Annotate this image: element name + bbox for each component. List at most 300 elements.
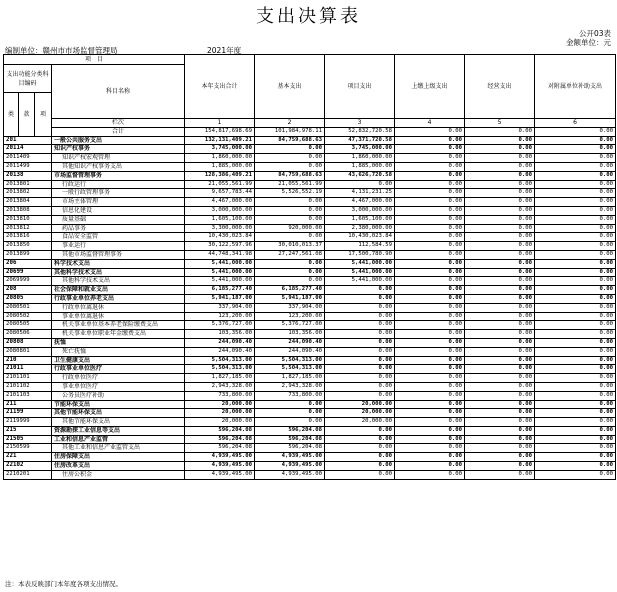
- row-value-3: 0.00: [325, 303, 395, 312]
- row-value-4: 0.00: [395, 391, 465, 400]
- row-code: 2013816: [4, 233, 52, 242]
- row-value-3: 0.00: [325, 426, 395, 435]
- row-value-2: 0.00: [255, 162, 325, 171]
- table-row: [4, 198, 616, 207]
- row-value-6: 0.00: [535, 162, 616, 171]
- row-value-1: 1,827,185.00: [185, 374, 255, 383]
- row-name: 社会保障和就业支出: [52, 286, 185, 295]
- row-value-5: 0.00: [465, 136, 535, 145]
- row-value-6: 0.00: [535, 347, 616, 356]
- row-value-6: 0.00: [535, 198, 616, 207]
- row-name: 其他科学技术支出: [52, 268, 185, 277]
- row-code: 21505: [4, 435, 52, 444]
- row-name: 行政运行: [52, 180, 185, 189]
- row-value-4: 0.00: [395, 435, 465, 444]
- row-value-6: 0.00: [535, 242, 616, 251]
- row-value-2: 0.00: [255, 277, 325, 286]
- header-cat: 类: [4, 93, 19, 137]
- table-row: [4, 321, 616, 330]
- row-value-5: 0.00: [465, 189, 535, 198]
- row-value-2: 244,090.40: [255, 338, 325, 347]
- row-value-1: 244,090.40: [185, 338, 255, 347]
- total-value-1: 154,817,698.69: [185, 127, 255, 136]
- header-col-3: 项目支出: [325, 55, 395, 119]
- expenditure-table: [3, 54, 616, 480]
- row-value-5: 0.00: [465, 171, 535, 180]
- row-value-5: 0.00: [465, 277, 535, 286]
- row-value-5: 0.00: [465, 294, 535, 303]
- table-row: [4, 444, 616, 453]
- row-value-5: 0.00: [465, 321, 535, 330]
- row-value-6: 0.00: [535, 224, 616, 233]
- row-value-3: 0.00: [325, 391, 395, 400]
- row-code: 201: [4, 136, 52, 145]
- row-value-5: 0.00: [465, 356, 535, 365]
- row-value-3: 0.00: [325, 382, 395, 391]
- row-value-3: 0.00: [325, 312, 395, 321]
- row-value-5: 0.00: [465, 268, 535, 277]
- table-row: [4, 145, 616, 154]
- row-value-2: 5,504,313.00: [255, 356, 325, 365]
- row-code: 2101101: [4, 374, 52, 383]
- row-value-4: 0.00: [395, 242, 465, 251]
- row-value-4: 0.00: [395, 171, 465, 180]
- header-col-2: 基本支出: [255, 55, 325, 119]
- row-value-5: 0.00: [465, 462, 535, 471]
- row-value-2: 0.00: [255, 215, 325, 224]
- table-row: [4, 268, 616, 277]
- total-label: 合计: [52, 127, 185, 136]
- row-value-6: 0.00: [535, 356, 616, 365]
- row-code: 208: [4, 286, 52, 295]
- organization-label: 编制单位：赣州市市场监督管理局: [5, 46, 118, 55]
- table-row: [4, 215, 616, 224]
- row-value-6: 0.00: [535, 391, 616, 400]
- row-value-4: 0.00: [395, 312, 465, 321]
- row-value-5: 0.00: [465, 233, 535, 242]
- row-value-3: 5,441,000.00: [325, 259, 395, 268]
- row-value-4: 0.00: [395, 338, 465, 347]
- row-value-5: 0.00: [465, 330, 535, 339]
- header-col-6: 对附属单位补助支出: [535, 55, 616, 119]
- row-code: 210: [4, 356, 52, 365]
- row-value-6: 0.00: [535, 312, 616, 321]
- col-num-6: 6: [535, 119, 616, 128]
- row-name: 市场监督管理事务: [52, 171, 185, 180]
- table-row: [4, 259, 616, 268]
- col-num-1: 1: [185, 119, 255, 128]
- row-value-6: 0.00: [535, 268, 616, 277]
- row-value-4: 0.00: [395, 233, 465, 242]
- row-value-2: 5,504,313.00: [255, 365, 325, 374]
- row-value-2: 103,356.00: [255, 330, 325, 339]
- row-name: 一般行政管理事务: [52, 189, 185, 198]
- row-value-1: 596,204.08: [185, 435, 255, 444]
- row-value-1: 2,943,328.00: [185, 382, 255, 391]
- row-code: 206: [4, 259, 52, 268]
- row-value-6: 0.00: [535, 286, 616, 295]
- row-value-5: 0.00: [465, 444, 535, 453]
- table-row: [4, 453, 616, 462]
- row-value-4: 0.00: [395, 330, 465, 339]
- row-code: 22102: [4, 462, 52, 471]
- header-col-5: 经营支出: [465, 55, 535, 119]
- header-col-4: 上缴上级支出: [395, 55, 465, 119]
- table-row: [4, 171, 616, 180]
- row-value-4: 0.00: [395, 206, 465, 215]
- col-num-5: 5: [465, 119, 535, 128]
- row-value-6: 0.00: [535, 303, 616, 312]
- row-value-5: 0.00: [465, 180, 535, 189]
- table-row: [4, 242, 616, 251]
- row-value-6: 0.00: [535, 330, 616, 339]
- row-code: 2119999: [4, 418, 52, 427]
- row-value-1: 596,204.08: [185, 426, 255, 435]
- row-name: 住房保障支出: [52, 453, 185, 462]
- row-value-6: 0.00: [535, 206, 616, 215]
- row-value-6: 0.00: [535, 180, 616, 189]
- row-value-2: 0.00: [255, 418, 325, 427]
- row-name: 食品安全监管: [52, 233, 185, 242]
- row-value-1: 128,386,409.21: [185, 171, 255, 180]
- row-value-4: 0.00: [395, 259, 465, 268]
- row-value-3: 10,430,023.84: [325, 233, 395, 242]
- row-code: 2013802: [4, 189, 52, 198]
- row-value-2: 0.00: [255, 259, 325, 268]
- row-value-3: 20,000.00: [325, 400, 395, 409]
- table-row: [4, 189, 616, 198]
- row-value-6: 0.00: [535, 470, 616, 479]
- row-value-6: 0.00: [535, 453, 616, 462]
- row-value-3: 0.00: [325, 365, 395, 374]
- row-code: 2080505: [4, 321, 52, 330]
- row-code: 211: [4, 400, 52, 409]
- table-row: [4, 303, 616, 312]
- row-value-3: 20,000.00: [325, 418, 395, 427]
- total-value-4: 0.00: [395, 127, 465, 136]
- row-value-1: 5,504,313.00: [185, 365, 255, 374]
- row-value-4: 0.00: [395, 409, 465, 418]
- fiscal-year: 2021年度: [207, 46, 242, 55]
- row-value-4: 0.00: [395, 215, 465, 224]
- row-value-1: 4,939,495.00: [185, 462, 255, 471]
- row-value-1: 596,204.08: [185, 444, 255, 453]
- table-row: [4, 391, 616, 400]
- row-value-5: 0.00: [465, 242, 535, 251]
- table-row: [4, 338, 616, 347]
- row-value-2: 30,010,013.37: [255, 242, 325, 251]
- row-value-6: 0.00: [535, 145, 616, 154]
- row-name: 事业运行: [52, 242, 185, 251]
- row-name: 公务员医疗补助: [52, 391, 185, 400]
- row-name: 其他科学技术支出: [52, 277, 185, 286]
- table-row: [4, 162, 616, 171]
- row-code: 21199: [4, 409, 52, 418]
- table-row: [4, 382, 616, 391]
- row-value-1: 20,000.00: [185, 409, 255, 418]
- row-value-1: 103,356.00: [185, 330, 255, 339]
- row-code: 2013850: [4, 242, 52, 251]
- row-value-4: 0.00: [395, 136, 465, 145]
- row-value-2: 84,759,688.63: [255, 171, 325, 180]
- table-row: [4, 462, 616, 471]
- row-code: 2013801: [4, 180, 52, 189]
- table-row: [4, 409, 616, 418]
- row-value-3: 0.00: [325, 286, 395, 295]
- row-value-2: 0.00: [255, 145, 325, 154]
- row-value-4: 0.00: [395, 347, 465, 356]
- row-value-4: 0.00: [395, 154, 465, 163]
- row-value-2: 337,904.00: [255, 303, 325, 312]
- row-name: 信息化建设: [52, 206, 185, 215]
- row-value-3: 0.00: [325, 444, 395, 453]
- row-name: 节能环保支出: [52, 400, 185, 409]
- row-value-6: 0.00: [535, 400, 616, 409]
- row-value-2: 4,939,495.00: [255, 470, 325, 479]
- row-value-3: 0.00: [325, 294, 395, 303]
- row-value-4: 0.00: [395, 180, 465, 189]
- row-value-2: 84,759,688.63: [255, 136, 325, 145]
- row-value-1: 5,376,727.00: [185, 321, 255, 330]
- header-func-code: 支出功能分类科目编码: [4, 65, 52, 93]
- table-row: [4, 294, 616, 303]
- row-name: 其他节能环保支出: [52, 418, 185, 427]
- row-value-4: 0.00: [395, 400, 465, 409]
- row-value-3: 3,000,000.00: [325, 206, 395, 215]
- header-kuan: 款: [19, 93, 35, 137]
- row-name: 市场主体管理: [52, 198, 185, 207]
- row-value-2: 5,941,187.00: [255, 294, 325, 303]
- row-value-1: 21,055,561.99: [185, 180, 255, 189]
- row-code: 2013804: [4, 198, 52, 207]
- row-value-3: 4,467,000.00: [325, 198, 395, 207]
- row-value-5: 0.00: [465, 435, 535, 444]
- row-value-3: 0.00: [325, 338, 395, 347]
- row-value-3: 5,441,000.00: [325, 277, 395, 286]
- row-value-2: 596,204.08: [255, 426, 325, 435]
- row-value-3: 0.00: [325, 470, 395, 479]
- row-value-5: 0.00: [465, 418, 535, 427]
- row-value-3: 0.00: [325, 180, 395, 189]
- row-value-1: 3,745,000.00: [185, 145, 255, 154]
- row-value-5: 0.00: [465, 365, 535, 374]
- row-value-3: 0.00: [325, 453, 395, 462]
- row-value-2: 4,939,495.00: [255, 453, 325, 462]
- row-name: 事业单位离退休: [52, 312, 185, 321]
- row-value-6: 0.00: [535, 277, 616, 286]
- row-name: 知识产权事务: [52, 145, 185, 154]
- table-row: [4, 400, 616, 409]
- row-name: 行政单位医疗: [52, 374, 185, 383]
- total-value-2: 101,984,978.11: [255, 127, 325, 136]
- row-name: 知识产权宏观管理: [52, 154, 185, 163]
- row-value-6: 0.00: [535, 338, 616, 347]
- row-value-2: 6,185,277.40: [255, 286, 325, 295]
- row-name: 机关事业单位基本养老保险缴费支出: [52, 321, 185, 330]
- row-name: 工业和信息产业监管: [52, 435, 185, 444]
- table-row: [4, 435, 616, 444]
- row-value-4: 0.00: [395, 303, 465, 312]
- table-row: [4, 347, 616, 356]
- row-value-3: 0.00: [325, 347, 395, 356]
- row-value-5: 0.00: [465, 215, 535, 224]
- row-code: 2069999: [4, 277, 52, 286]
- row-value-6: 0.00: [535, 418, 616, 427]
- table-row: [4, 206, 616, 215]
- table-row: [4, 426, 616, 435]
- row-value-5: 0.00: [465, 206, 535, 215]
- row-value-4: 0.00: [395, 418, 465, 427]
- table-row: [4, 365, 616, 374]
- row-name: 住房改革支出: [52, 462, 185, 471]
- row-value-2: 0.00: [255, 409, 325, 418]
- row-value-6: 0.00: [535, 233, 616, 242]
- row-value-4: 0.00: [395, 198, 465, 207]
- header-col-1: 本年支出合计: [185, 55, 255, 119]
- row-code: 20805: [4, 294, 52, 303]
- row-code: 2011499: [4, 162, 52, 171]
- row-value-3: 47,371,720.58: [325, 136, 395, 145]
- row-value-6: 0.00: [535, 374, 616, 383]
- row-name: 住房公积金: [52, 470, 185, 479]
- row-value-5: 0.00: [465, 426, 535, 435]
- row-code: 2080502: [4, 312, 52, 321]
- header-project: 项 目: [4, 55, 185, 65]
- row-value-5: 0.00: [465, 224, 535, 233]
- table-row: [4, 224, 616, 233]
- row-code: 20699: [4, 268, 52, 277]
- row-value-6: 0.00: [535, 321, 616, 330]
- row-value-1: 30,122,597.96: [185, 242, 255, 251]
- row-value-3: 43,626,720.58: [325, 171, 395, 180]
- row-value-1: 4,939,495.00: [185, 453, 255, 462]
- row-code: 2080506: [4, 330, 52, 339]
- total-value-5: 0.00: [465, 127, 535, 136]
- row-value-6: 0.00: [535, 154, 616, 163]
- row-value-4: 0.00: [395, 294, 465, 303]
- row-value-4: 0.00: [395, 286, 465, 295]
- row-value-3: 0.00: [325, 321, 395, 330]
- row-value-5: 0.00: [465, 453, 535, 462]
- row-value-5: 0.00: [465, 145, 535, 154]
- row-value-4: 0.00: [395, 382, 465, 391]
- row-code: 2013808: [4, 206, 52, 215]
- row-value-1: 733,800.00: [185, 391, 255, 400]
- row-name: 其他市场监督管理事务: [52, 250, 185, 259]
- row-value-2: 0.00: [255, 206, 325, 215]
- row-value-1: 44,748,341.98: [185, 250, 255, 259]
- row-value-3: 0.00: [325, 330, 395, 339]
- row-name: 死亡抚恤: [52, 347, 185, 356]
- row-name: 机关事业单位职业年金缴费支出: [52, 330, 185, 339]
- row-value-5: 0.00: [465, 303, 535, 312]
- col-num-3: 3: [325, 119, 395, 128]
- form-number: 公开03表: [578, 29, 611, 38]
- row-value-4: 0.00: [395, 321, 465, 330]
- table-row: [4, 154, 616, 163]
- row-value-2: 1,827,185.00: [255, 374, 325, 383]
- row-code: 2150599: [4, 444, 52, 453]
- row-value-1: 3,000,000.00: [185, 206, 255, 215]
- row-name: 药品事务: [52, 224, 185, 233]
- row-code: 2013812: [4, 224, 52, 233]
- row-name: 行政事业单位医疗: [52, 365, 185, 374]
- row-value-5: 0.00: [465, 259, 535, 268]
- row-value-1: 10,430,023.84: [185, 233, 255, 242]
- table-row: [4, 250, 616, 259]
- row-value-2: 0.00: [255, 400, 325, 409]
- row-value-6: 0.00: [535, 444, 616, 453]
- row-value-4: 0.00: [395, 444, 465, 453]
- row-value-1: 123,200.00: [185, 312, 255, 321]
- table-row: [4, 277, 616, 286]
- row-value-3: 0.00: [325, 435, 395, 444]
- table-row: [4, 180, 616, 189]
- header-subject-name: 科目名称: [52, 65, 185, 119]
- row-code: 2210201: [4, 470, 52, 479]
- header-xiang: 项: [35, 93, 52, 137]
- row-value-1: 20,000.00: [185, 400, 255, 409]
- row-value-6: 0.00: [535, 409, 616, 418]
- row-value-4: 0.00: [395, 268, 465, 277]
- row-code: 2080501: [4, 303, 52, 312]
- row-value-6: 0.00: [535, 435, 616, 444]
- row-value-2: 0.00: [255, 198, 325, 207]
- row-value-6: 0.00: [535, 136, 616, 145]
- row-value-5: 0.00: [465, 286, 535, 295]
- row-value-1: 4,467,000.00: [185, 198, 255, 207]
- col-num-4: 4: [395, 119, 465, 128]
- row-value-1: 1,885,000.00: [185, 162, 255, 171]
- row-value-2: 21,055,561.99: [255, 180, 325, 189]
- row-name: 卫生健康支出: [52, 356, 185, 365]
- row-name: 质量基础: [52, 215, 185, 224]
- row-code: 2013899: [4, 250, 52, 259]
- row-value-3: 1,605,100.00: [325, 215, 395, 224]
- row-value-3: 112,584.59: [325, 242, 395, 251]
- footnote: 注：本表反映部门本年度各项支出情况。: [5, 580, 122, 588]
- row-value-3: 1,885,000.00: [325, 162, 395, 171]
- row-value-4: 0.00: [395, 277, 465, 286]
- table-row: [4, 356, 616, 365]
- row-value-3: 20,000.00: [325, 409, 395, 418]
- row-value-1: 244,090.40: [185, 347, 255, 356]
- row-value-1: 5,941,187.00: [185, 294, 255, 303]
- row-name: 抚恤: [52, 338, 185, 347]
- row-value-5: 0.00: [465, 198, 535, 207]
- row-name: 行政事业单位养老支出: [52, 294, 185, 303]
- row-value-4: 0.00: [395, 365, 465, 374]
- row-value-5: 0.00: [465, 162, 535, 171]
- row-value-5: 0.00: [465, 382, 535, 391]
- row-value-4: 0.00: [395, 250, 465, 259]
- row-value-5: 0.00: [465, 470, 535, 479]
- table-row: [4, 286, 616, 295]
- row-value-4: 0.00: [395, 189, 465, 198]
- row-value-6: 0.00: [535, 189, 616, 198]
- row-value-1: 20,000.00: [185, 418, 255, 427]
- row-value-5: 0.00: [465, 347, 535, 356]
- row-value-1: 5,441,000.00: [185, 277, 255, 286]
- total-value-6: 0.00: [535, 127, 616, 136]
- row-name: 事业单位医疗: [52, 382, 185, 391]
- table-row: [4, 374, 616, 383]
- row-value-4: 0.00: [395, 462, 465, 471]
- row-name: 科学技术支出: [52, 259, 185, 268]
- row-value-4: 0.00: [395, 356, 465, 365]
- table-row: [4, 330, 616, 339]
- row-code: 20808: [4, 338, 52, 347]
